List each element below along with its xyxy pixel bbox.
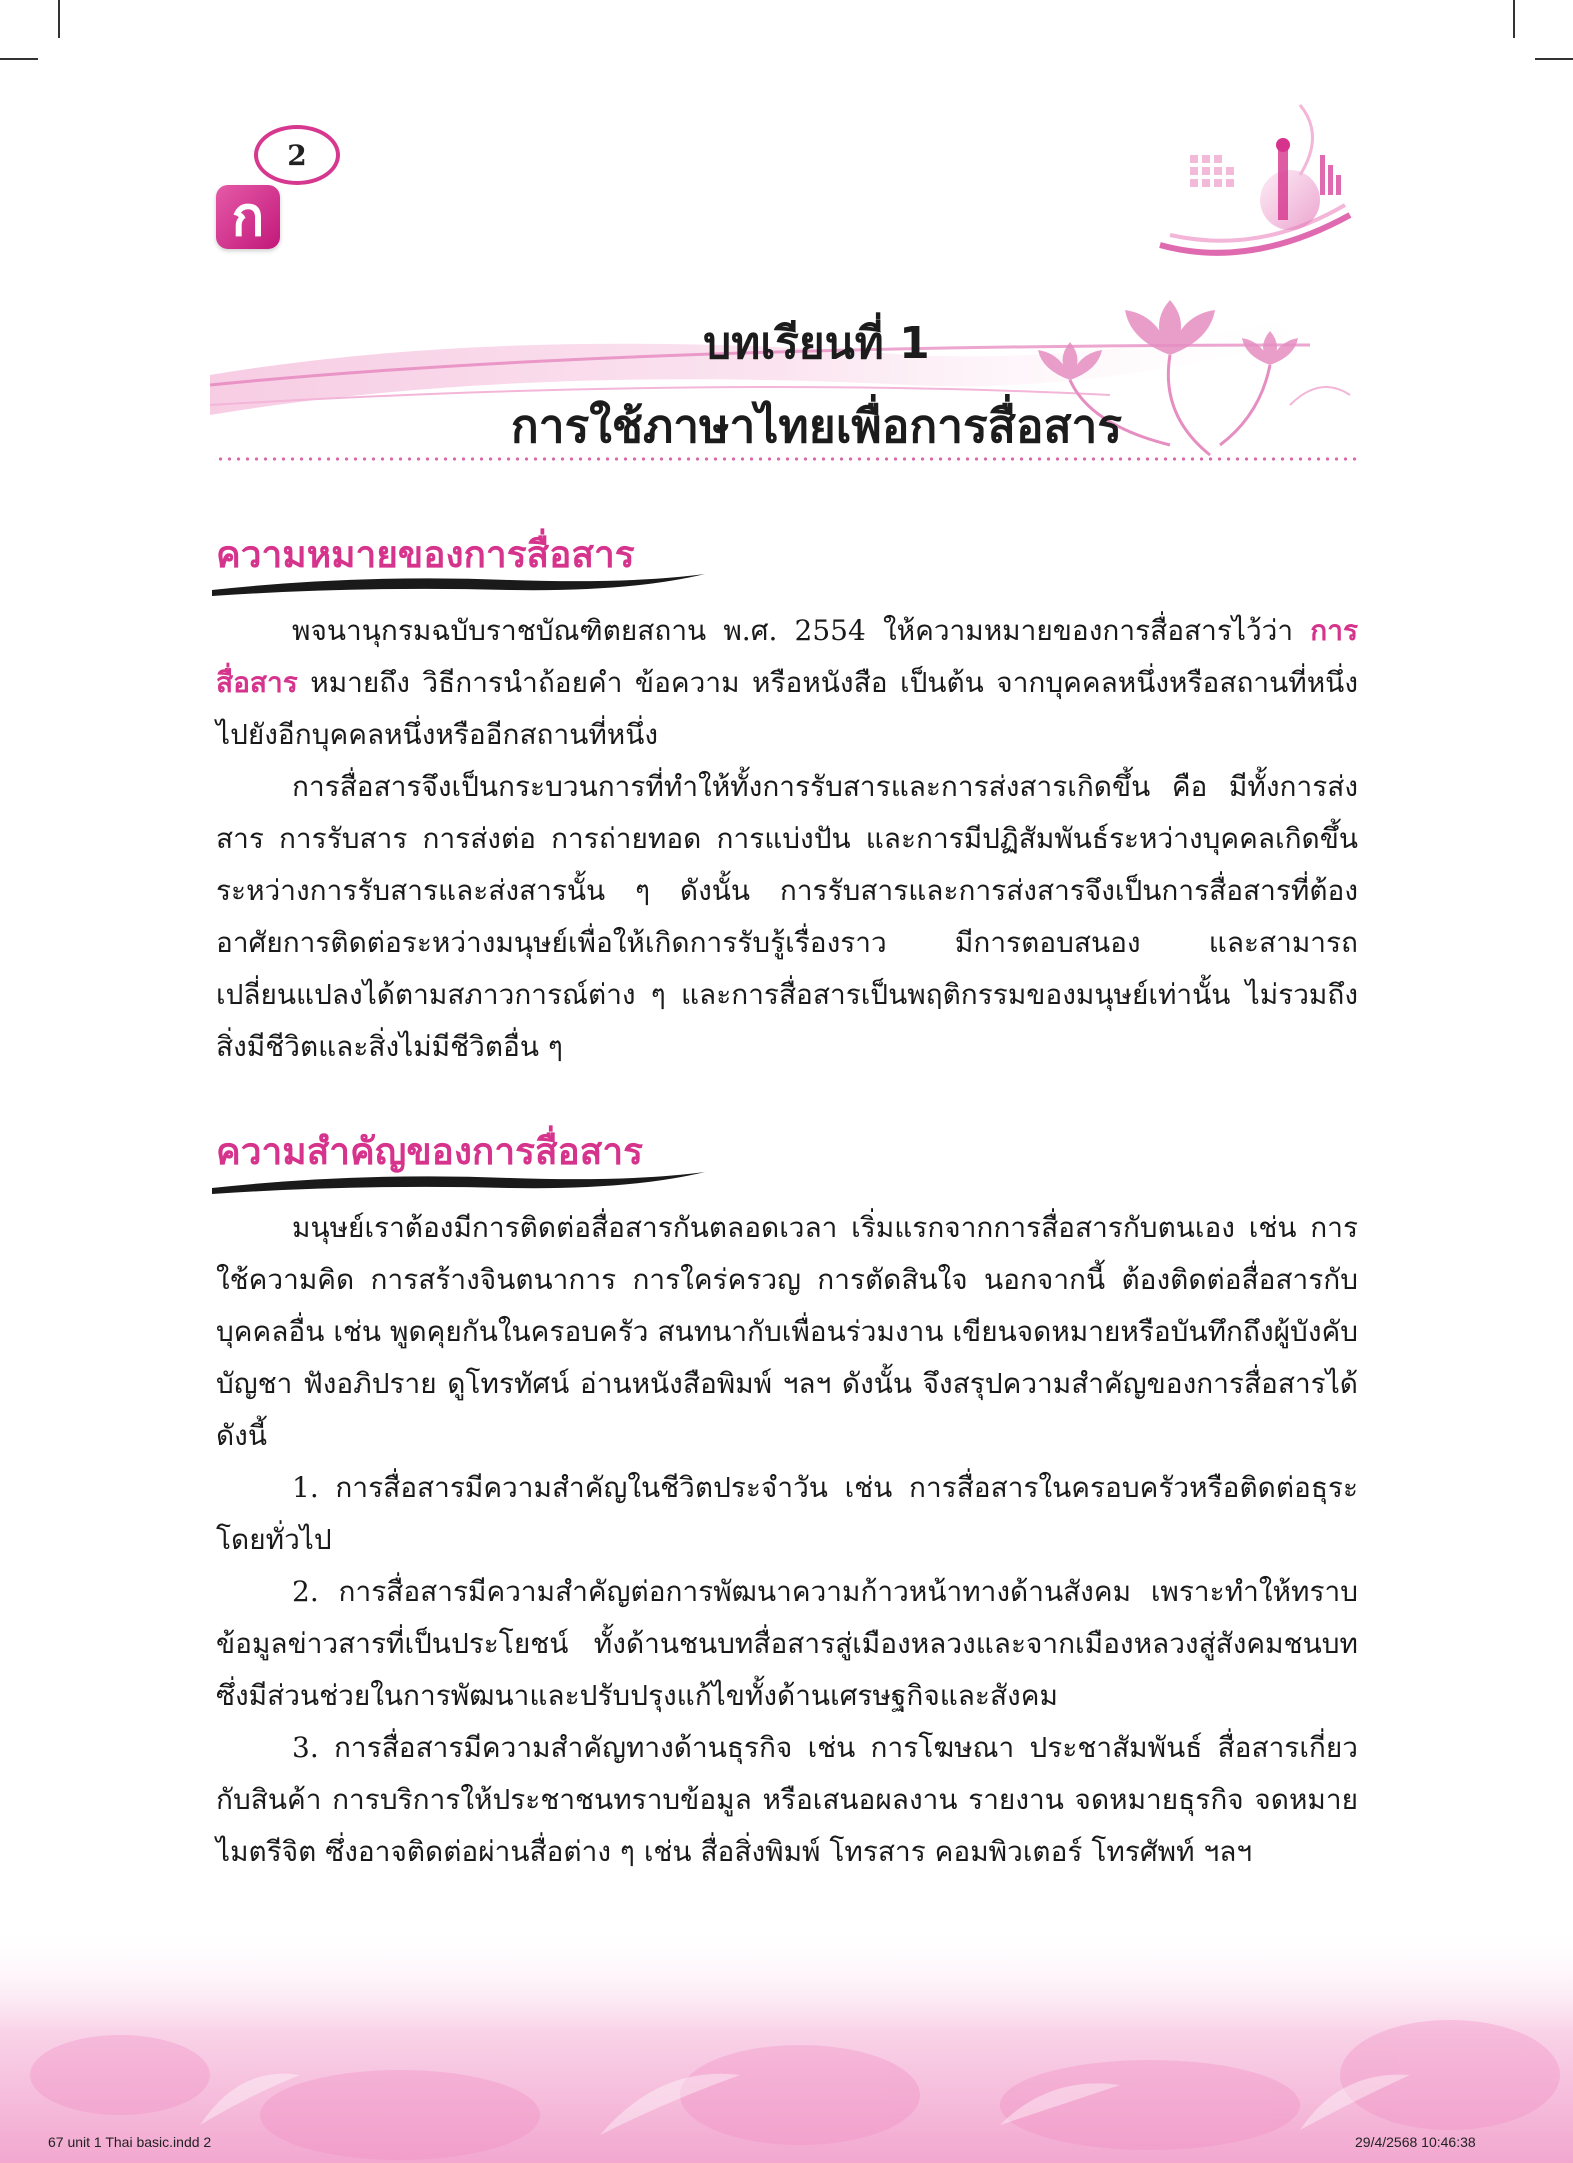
title-divider (216, 455, 1358, 463)
section2-list-item-1: 1. การสื่อสารมีความสำคัญในชีวิตประจำวัน เช่น การสื่อสารในครอบครัวหรือติดต่อธุระโดยทั่วไป (216, 1471, 1358, 1556)
section1-body (216, 605, 1358, 1073)
header-decoration-icon (1150, 95, 1360, 265)
crop-mark (1535, 58, 1573, 60)
section-heading-meaning: ความหมายของการสื่อสาร (216, 533, 635, 576)
lesson-title: บทเรียนที่ 1 (703, 318, 930, 369)
heading-underline-icon (210, 572, 710, 602)
crop-mark (58, 0, 60, 38)
crop-mark (0, 58, 38, 60)
crop-mark (1513, 0, 1515, 38)
chapter-badge-icon: ก (216, 185, 280, 249)
highlight-term: การสื่อสาร (216, 614, 1358, 699)
section1-paragraph-1: พจนานุกรมฉบับราชบัณฑิตยสถาน พ.ศ. 2554 ให้ความหมายของการสื่อสารไว้ว่า การสื่อสาร หมายถึง วิธีการนำถ้อยคำ ข้อความ หรือหนังสือ เป็นต้น จากบุคคลหนึ่งหรือสถานที่หนึ่งไปยังอีกบุคคลหนึ่งหรืออีกสถานที่หนึ่ง (216, 614, 1358, 751)
section2-list-item-2: 2. การสื่อสารมีความสำคัญต่อการพัฒนาความก้าวหน้าทางด้านสังคม เพราะทำให้ทราบข้อมูลข่าวสารที่เป็นประโยชน์ ทั้งด้านชนบทสื่อสารสู่เมืองหลวงและจากเมืองหลวงสู่สังคมชนบท ซึ่งมีส่วนช่วยในการพัฒนาและปรับปรุงแก้ไขทั้งด้านเศรษฐกิจและสังคม (216, 1575, 1358, 1712)
section1-paragraph-2: การสื่อสารจึงเป็นกระบวนการที่ทำให้ทั้งการรับสารและการส่งสารเกิดขึ้น คือ มีทั้งการส่งสาร การรับสาร การส่งต่อ การถ่ายทอด การแบ่งปัน และการมีปฏิสัมพันธ์ระหว่างบุคคลเกิดขึ้นระหว่างการรับสารและส่งสารนั้น ๆ ดังนั้น การรับสารและการส่งสารจึงเป็นการสื่อสารที่ต้องอาศัยการติดต่อระหว่างมนุษย์เพื่อให้เกิดการรับรู้เรื่องราว มีการตอบสนอง และสามารถเปลี่ยนแปลงได้ตามสภาวการณ์ต่าง ๆ และการสื่อสารเป็นพฤติกรรมของมนุษย์เท่านั้น ไม่รวมถึงสิ่งมีชีวิตและสิ่งไม่มีชีวิตอื่น ๆ (216, 770, 1358, 1063)
footer-floral-decoration-icon (0, 1925, 1573, 2163)
section2-paragraph-1: มนุษย์เราต้องมีการติดต่อสื่อสารกันตลอดเวลา เริ่มแรกจากการสื่อสารกับตนเอง เช่น การใช้ความคิด การสร้างจินตนาการ การใคร่ครวญ การตัดสินใจ นอกจากนี้ ต้องติดต่อสื่อสารกับบุคคลอื่น เช่น พูดคุยกันในครอบครัว สนทนากับเพื่อนร่วมงาน เขียนจดหมายหรือบันทึกถึงผู้บังคับบัญชา ฟังอภิปราย ดูโทรทัศน์ อ่านหนังสือพิมพ์ ฯลฯ ดังนั้น จึงสรุปความสำคัญของการสื่อสารได้ดังนี้ (216, 1211, 1358, 1452)
heading-underline-icon (210, 1170, 710, 1200)
print-slug-timestamp: 29/4/2568 10:46:38 (1355, 2134, 1476, 2150)
page-number: 2 (254, 125, 340, 185)
section-heading-importance: ความสำคัญของการสื่อสาร (216, 1130, 643, 1173)
section2-body (216, 1202, 1358, 1878)
lesson-subtitle: การใช้ภาษาไทยเพื่อการสื่อสาร (510, 399, 1123, 453)
print-slug-filename: 67 unit 1 Thai basic.indd 2 (48, 2134, 212, 2150)
section2-list-item-3: 3. การสื่อสารมีความสำคัญทางด้านธุรกิจ เช่น การโฆษณา ประชาสัมพันธ์ สื่อสารเกี่ยวกับสินค้า การบริการให้ประชาชนทราบข้อมูล หรือเสนอผลงาน รายงาน จดหมายธุรกิจ จดหมายไมตรีจิต ซึ่งอาจติดต่อผ่านสื่อต่าง ๆ เช่น สื่อสิ่งพิมพ์ โทรสาร คอมพิวเตอร์ โทรศัพท์ ฯลฯ (216, 1731, 1358, 1868)
